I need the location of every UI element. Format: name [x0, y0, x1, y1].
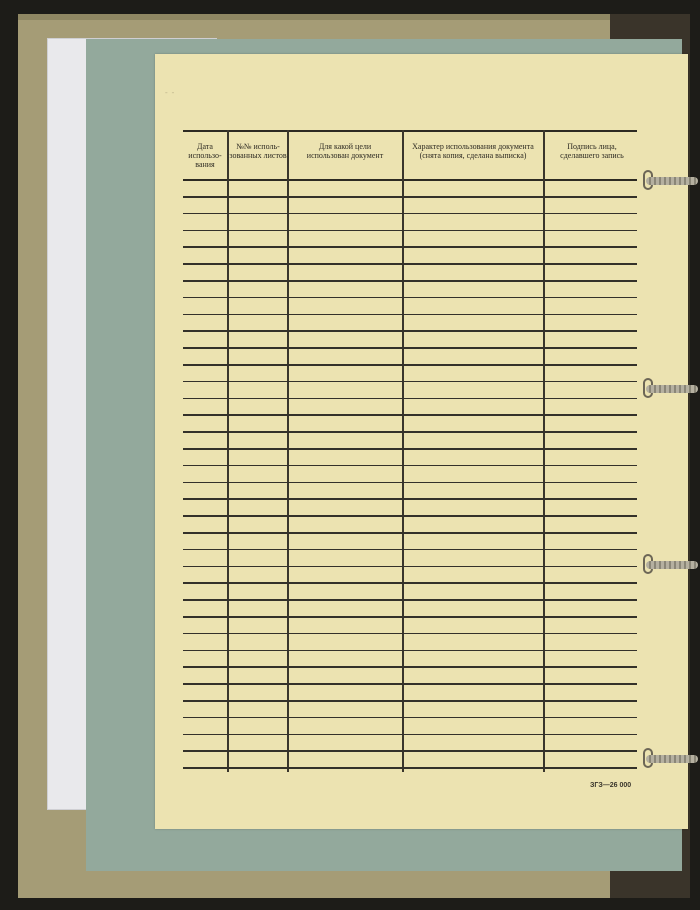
- ledger-row-rule: [183, 683, 637, 685]
- ledger-row-rule: [183, 616, 637, 618]
- ledger-row-rule: [183, 364, 637, 366]
- binding-tie: [646, 755, 698, 763]
- ledger-row-rule: [183, 381, 637, 383]
- ledger-row-rule: [183, 633, 637, 635]
- ledger-row-rule: [183, 263, 637, 265]
- column-divider: [227, 130, 229, 772]
- ledger-row-rule: [183, 515, 637, 517]
- ledger-row-rule: [183, 767, 637, 769]
- ledger-row-rule: [183, 398, 637, 400]
- ledger-row-rule: [183, 280, 637, 282]
- ledger-row-rule: [183, 700, 637, 702]
- ledger-row-rule: [183, 666, 637, 668]
- header-bottom-rule: [183, 179, 637, 181]
- ledger-row-rule: [183, 246, 637, 248]
- ledger-row-rule: [183, 414, 637, 416]
- ledger-row-rule: [183, 431, 637, 433]
- ledger-row-rule: [183, 314, 637, 316]
- ledger-row-rule: [183, 482, 637, 484]
- ledger-row-rule: [183, 213, 637, 215]
- ledger-row-rule: [183, 734, 637, 736]
- ledger-row-rule: [183, 599, 637, 601]
- ledger-row-rule: [183, 717, 637, 719]
- ledger-row-rule: [183, 330, 637, 332]
- header-purpose: Для какой цели использован документ: [306, 142, 384, 160]
- ledger-row-rule: [183, 196, 637, 198]
- faint-handwritten-mark: - -: [165, 88, 176, 97]
- ledger-row-rule: [183, 549, 637, 551]
- binding-tie: [646, 385, 698, 393]
- usage-ledger-table: [183, 130, 637, 772]
- ledger-row-rule: [183, 347, 637, 349]
- ledger-row-rule: [183, 297, 637, 299]
- column-divider: [402, 130, 404, 772]
- header-signature: Подпись лица, сделавшего запись: [560, 142, 624, 160]
- column-divider: [287, 130, 289, 772]
- usage-record-form-page: [155, 54, 688, 829]
- ledger-row-rule: [183, 498, 637, 500]
- header-top-rule: [183, 130, 637, 132]
- ledger-row-rule: [183, 230, 637, 232]
- ledger-row-rule: [183, 566, 637, 568]
- ledger-row-rule: [183, 582, 637, 584]
- ledger-row-rule: [183, 750, 637, 752]
- ledger-row-rule: [183, 448, 637, 450]
- header-usage-type: Характер использования документа (снята копия, сделана выписка): [412, 142, 534, 160]
- ledger-row-rule: [183, 650, 637, 652]
- ledger-row-rule: [183, 532, 637, 534]
- binding-tie: [646, 177, 698, 185]
- form-code: ЗГЗ—26 000: [590, 782, 632, 789]
- header-sheet-numbers: №№ исполь-зованных листов: [229, 142, 287, 160]
- ledger-row-rule: [183, 465, 637, 467]
- column-divider: [543, 130, 545, 772]
- binding-tie: [646, 561, 698, 569]
- header-date: Дата использо-вания: [188, 142, 222, 169]
